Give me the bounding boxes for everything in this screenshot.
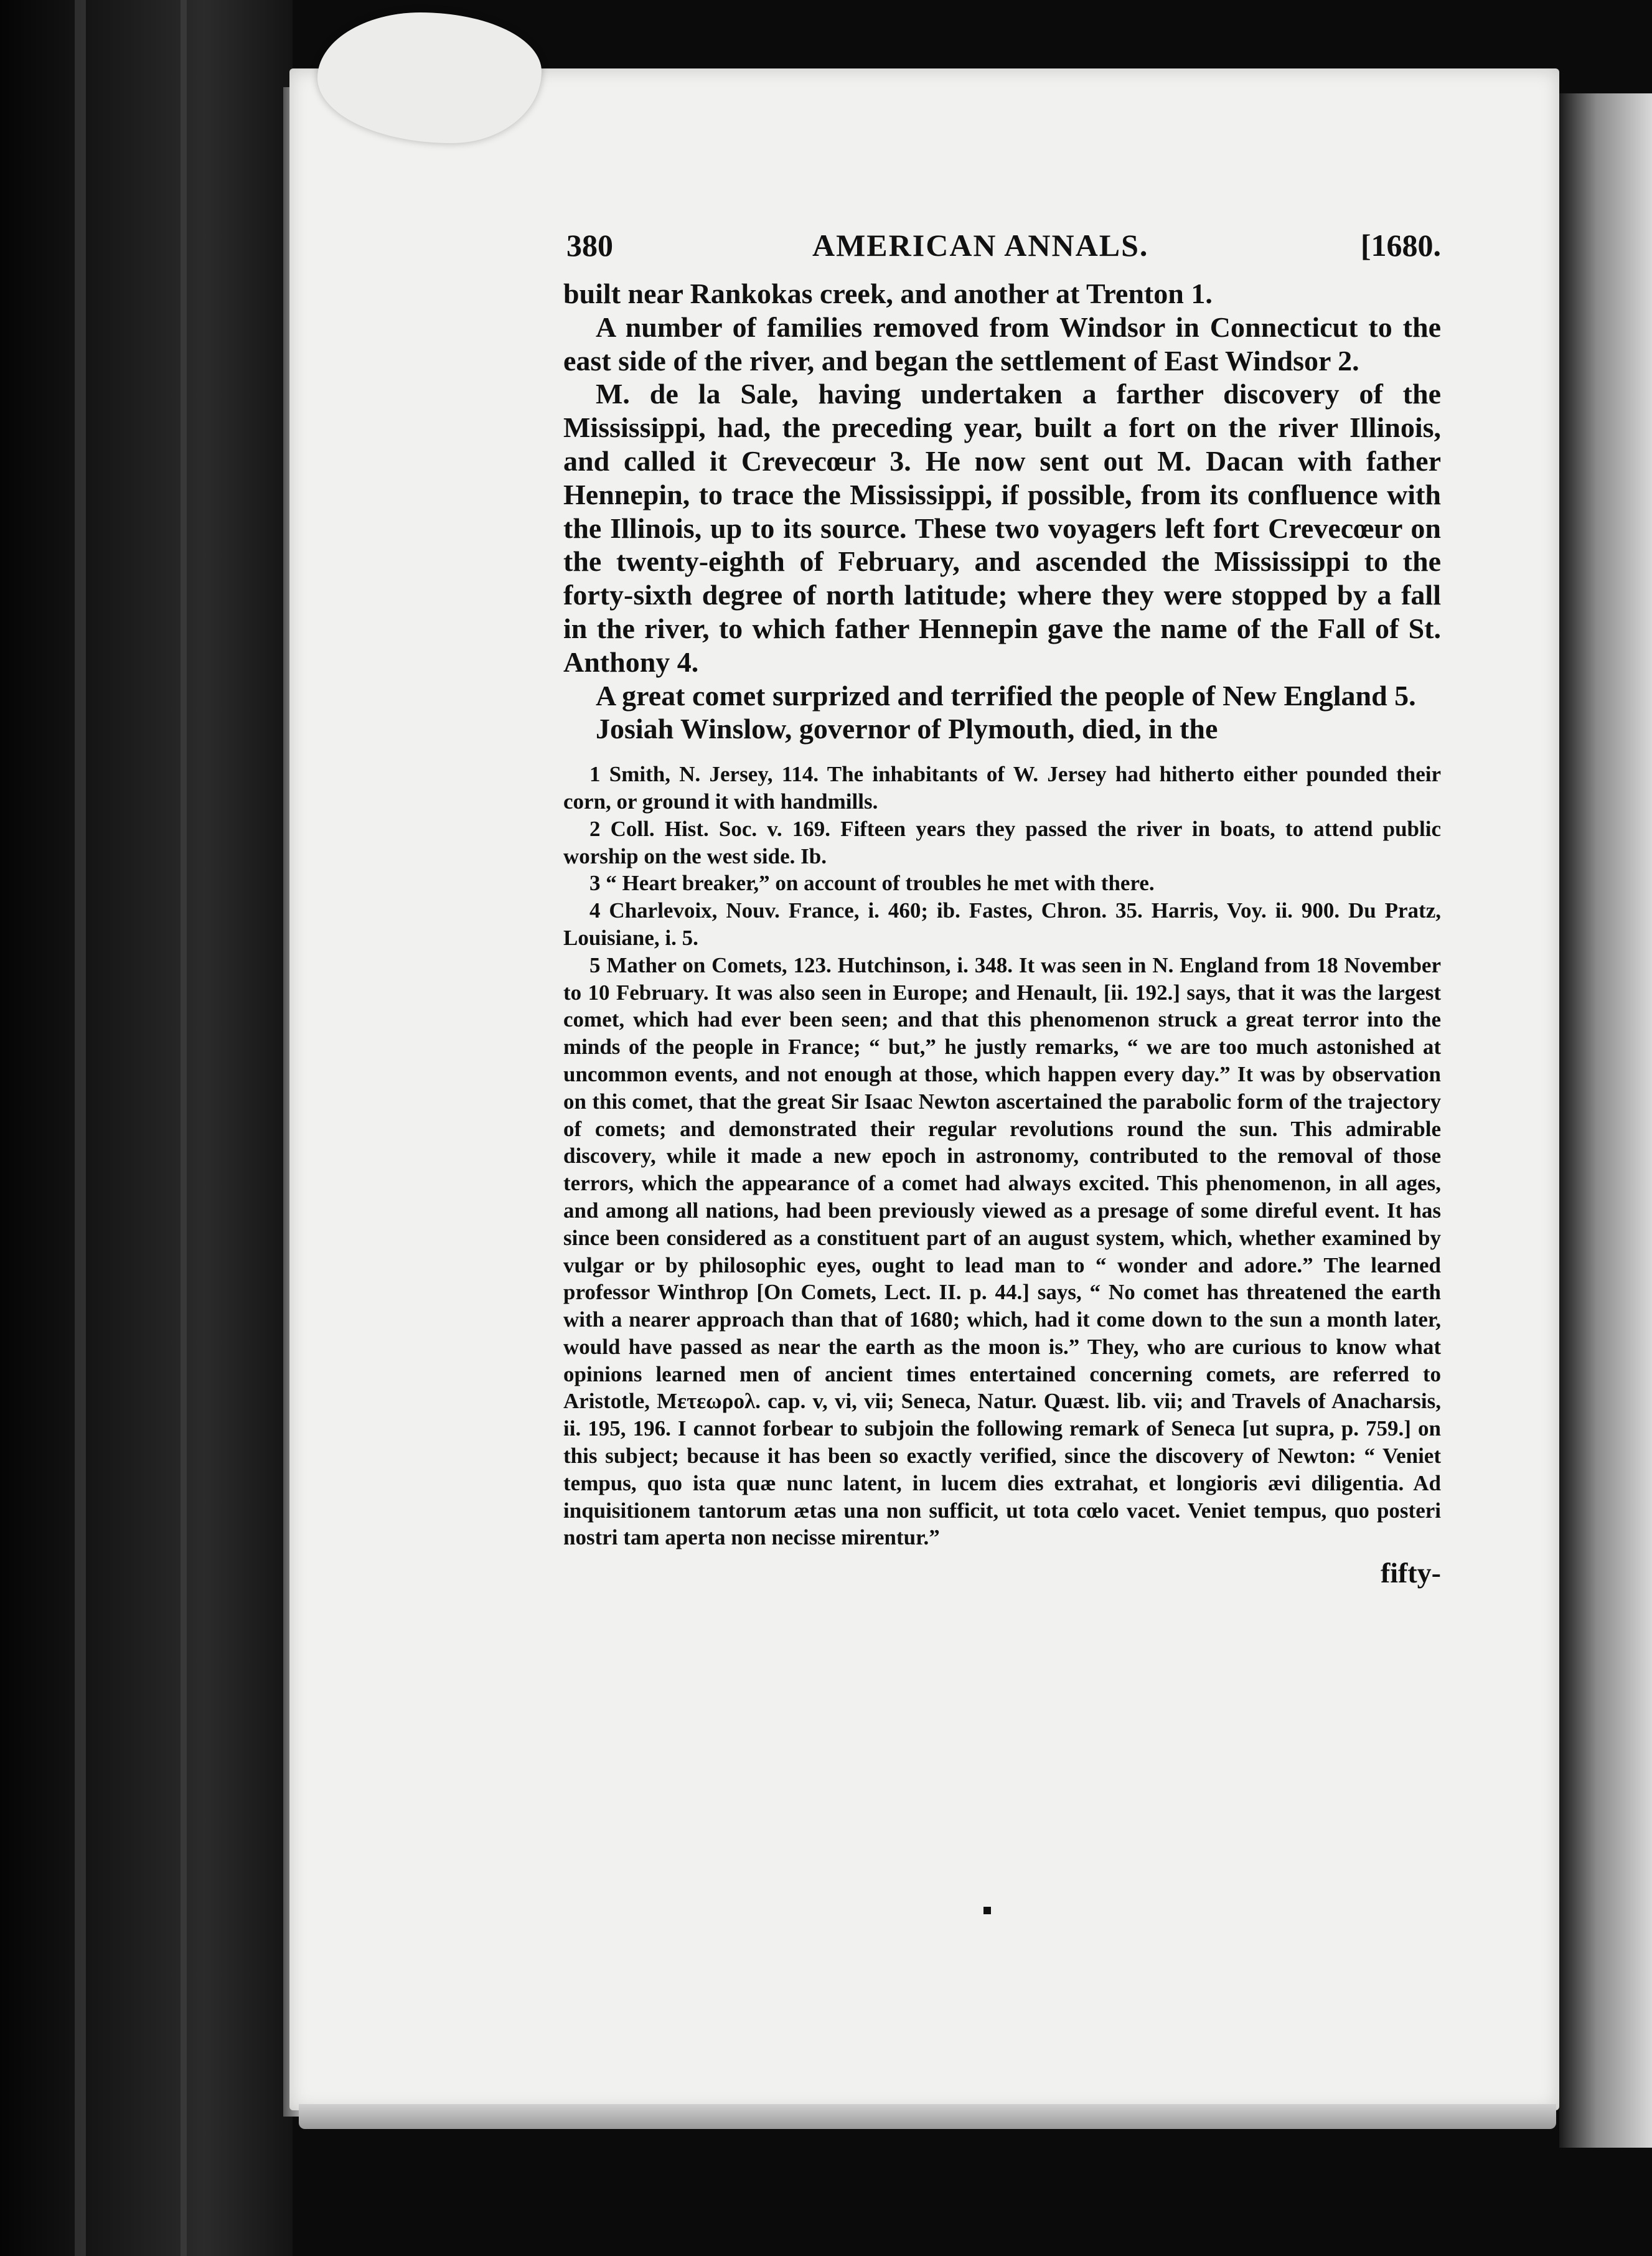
paragraph: M. de la Sale, having undertaken a farther discovery of the Mississippi, had, the preceding year, built a fort on the river Illinois, and called it Crevecœur 3. He now sent out M. Dacan with father Hennepin, to trace the Mississippi, if possible, from its confluence with the Illinois, up to its source. These two voyagers left fort Crevecœur on the twenty-eighth of February, and ascended the Mississippi to the forty-sixth degree of north latitude; where they were stopped by a fall in the river, to which father Hennepin gave the name of the Fall of St. Anthony 4. [563,378,1441,678]
page-text-block [563,227,1441,1595]
paragraph: A great comet surprized and terrified the people of New England 5. [596,679,1416,712]
paragraph: built near Rankokas creek, and another at Trenton 1. [563,278,1213,309]
footnote: 4 Charlevoix, Nouv. France, i. 460; ib. Fastes, Chron. 35. Harris, Voy. ii. 900. Du Pratz, Louisiane, i. 5. [563,898,1441,950]
page-bottom-edge [299,2104,1556,2129]
paragraph: Josiah Winslow, governor of Plymouth, died, in the [596,713,1218,745]
footnote: 1 Smith, N. Jersey, 114. The inhabitants of W. Jersey had hitherto either pounded their corn, or ground it with handmills. [563,762,1441,814]
footnote: 2 Coll. Hist. Soc. v. 169. Fifteen years they passed the river in boats, to attend public worship on the west side. Ib. [563,816,1441,868]
paragraph: A number of families removed from Windsor in Connecticut to the east side of the river, and began the settlement of East Windsor 2. [563,311,1441,377]
running-header [563,227,1441,277]
page-number: 380 [566,228,613,263]
footnotes [563,761,1441,1551]
binding-streak [75,0,86,2256]
footnote: 3 “ Heart breaker,” on account of troubles he met with there. [589,871,1155,896]
book-binding [0,0,293,2256]
ink-mark [983,1907,991,1914]
catchword: fifty- [1380,1557,1441,1589]
footnote: 5 Mather on Comets, 123. Hutchinson, i. 348. It was seen in N. England from 18 November to 10 February. It was also seen in Europe; and Henault, [ii. 192.] says, that it was the largest comet, which had ever been seen; and that this phenomenon struck a great terror into the minds of the people in France; “ but,” he justly remarks, “ we are too much astonished at uncommon events, and not enough at those, which happen every day.” It was by observation on this comet, that the great Sir Isaac Newton ascertained the parabolic form of the trajectory of comets; and demonstrated their regular revolutions round the sun. This admirable discovery, while it made a new epoch in astronomy, contributed to the removal of those terrors, which the appearance of a comet had always excited. This phenomenon, in all ages, and among all nations, had been previously viewed as a presage of some direful event. It has since been considered as a constituent part of an august system, which, whether examined by vulgar or by philosophic eyes, ought to lead man to “ wonder and adore.” The learned professor Winthrop [On Comets, Lect. II. p. 44.] says, “ No comet has threatened the earth with a nearer approach than that of 1680; which, had it come down to the sun a month later, would have passed as near the earth as the moon is.” They, who are curious to know what opinions learned men of ancient times entertained concerning comets, are referred to Aristotle, Μετεωρολ. cap. v, vi, vii; Seneca, Natur. Quæst. lib. vii; and Travels of Anacharsis, ii. 195, 196. I cannot forbear to subjoin the following remark of Seneca [ut supra, p. 759.] on this subject; because it has been so exactly verified, since the discovery of Newton: “ Veniet tempus, quo ista quæ nunc latent, in lucem dies extrahat, et longioris ævi diligentia. Ad inquisitionem tantorum ætas una non sufficit, ut tota cœlo vacet. Veniet tempus, quo posteri nostri tam aperta non necisse mirentur.” [563,952,1441,1550]
running-title: AMERICAN ANNALS. [812,228,1149,263]
binding-streak [181,0,187,2256]
main-text [563,277,1441,746]
next-page-edge [1559,93,1652,2148]
header-year: [1680. [1360,228,1441,263]
